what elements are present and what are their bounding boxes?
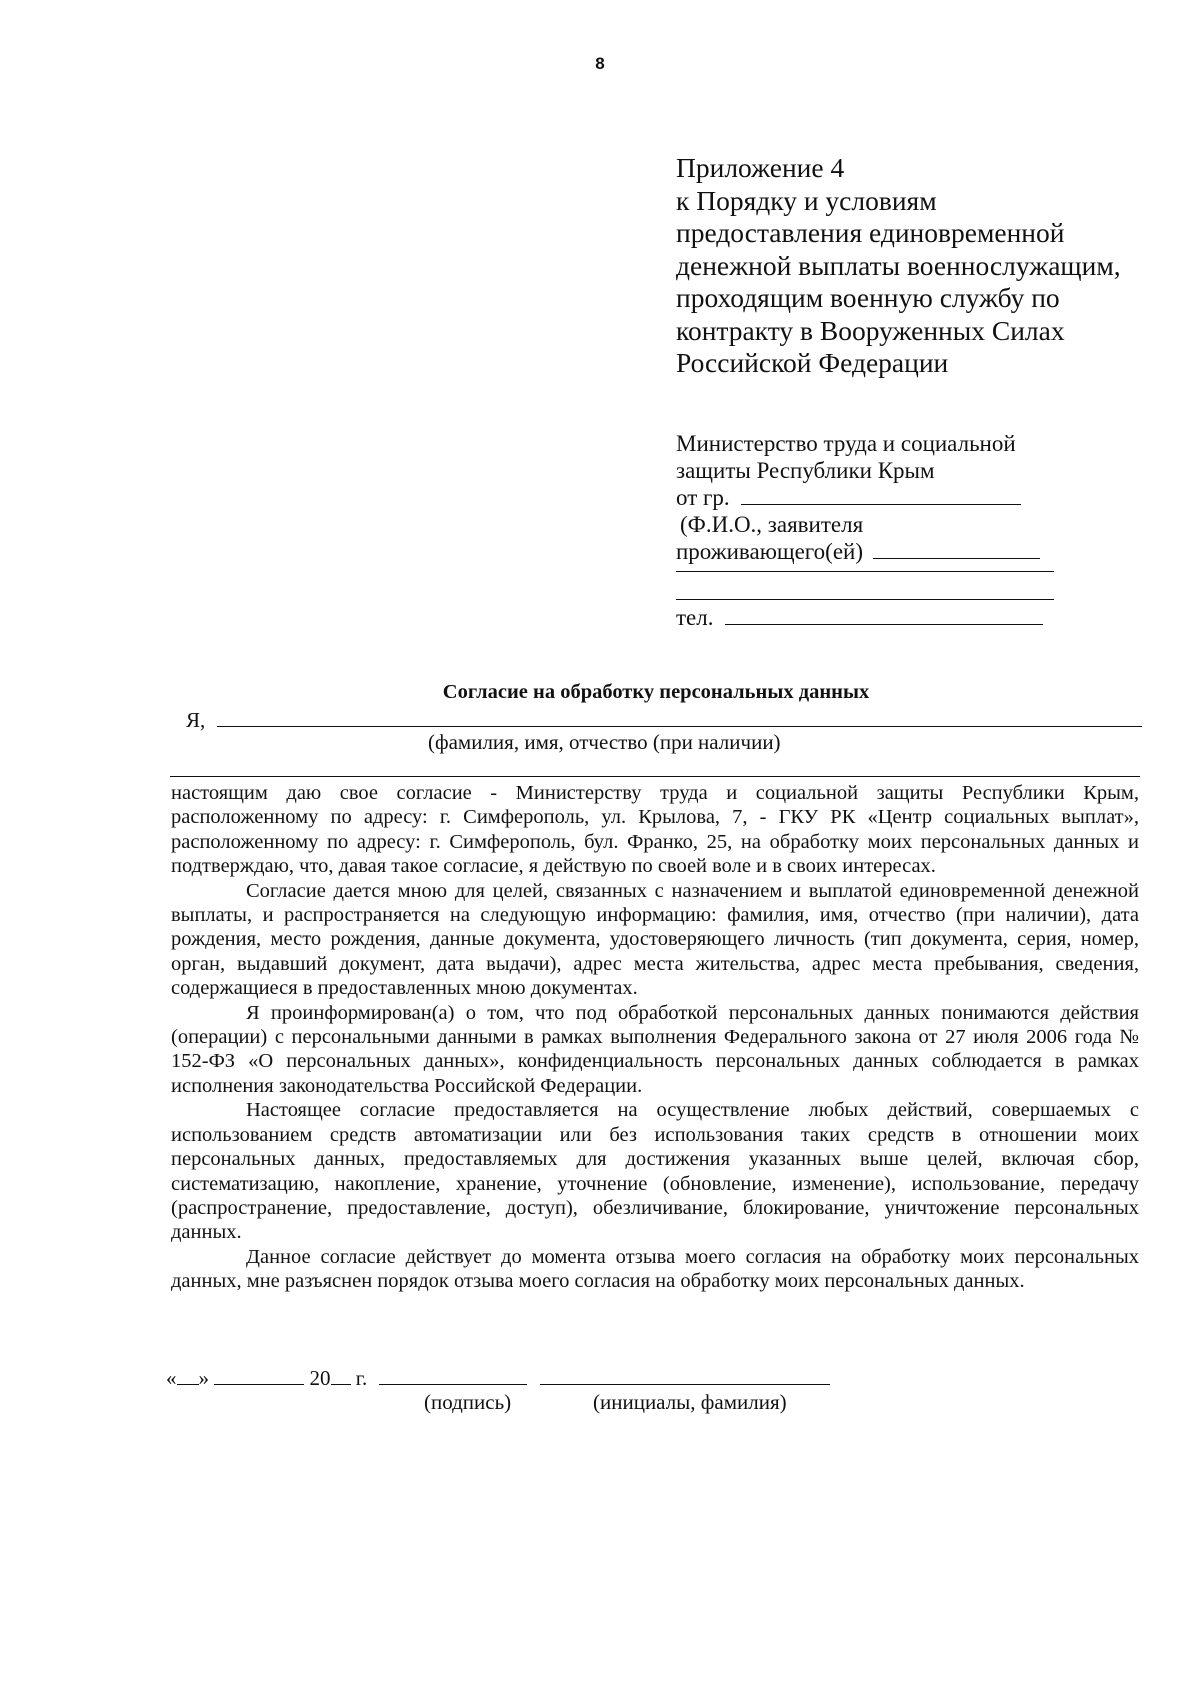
page-number: 8	[595, 54, 605, 73]
consent-paragraph: Данное согласие действует до момента отзыва моего согласия на обработку моих персональных данных, мне разъяснен порядок отзыва моего согласия на обработку моих персональных данных.	[171, 1245, 1139, 1293]
consent-paragraph: Согласие дается мною для целей, связанных с назначением и выплатой единовременной денежной выплаты, и распространяется на следующую информацию: фамилия, имя, отчество (при наличии), дата рождения, место рождения, данные документа, удостоверяющего личность (тип документа, серия, номер, орган, выдавший документ, дата выдачи), адрес места жительства, адрес места пребывания, сведения, содержащиеся в предоставленных мною документах.	[171, 879, 1139, 1000]
initials-field[interactable]	[540, 1364, 830, 1385]
year-field[interactable]	[331, 1364, 351, 1385]
appendix-line: денежной выплаты военнослужащим,	[676, 249, 1121, 281]
phone-row	[676, 604, 1116, 631]
from-label: от гр.	[676, 485, 730, 510]
applicant-name-field[interactable]	[217, 706, 1142, 727]
signature-field[interactable]	[379, 1364, 527, 1385]
consent-paragraph: Я проинформирован(а) о том, что под обработкой персональных данных понимаются действия (операции) с персональными данными в рамках выполнения Федерального закона от 27 июля 2006 года № 152-ФЗ «О персональных данных», конфиденциальность персональных данных соблюдается в рамках исполнения законодательства Российской Федерации.	[171, 1001, 1139, 1097]
appendix-line: контракту в Вооруженных Силах	[676, 314, 1065, 346]
applicant-name-line-2[interactable]	[170, 776, 1140, 777]
residing-row	[676, 538, 1116, 565]
from-row	[676, 484, 1116, 511]
signature-row	[166, 1364, 830, 1391]
signature-caption: (подпись)	[424, 1390, 512, 1414]
document-title: Согласие на обработку персональных данных	[442, 681, 870, 703]
year-suffix: г.	[355, 1366, 368, 1390]
quote-open: «	[166, 1366, 177, 1390]
addressee-ministry-line: Министерство труда и социальной	[676, 431, 1016, 456]
consent-body	[171, 781, 1139, 1294]
consent-paragraph: Настоящее согласие предоставляется на осуществление любых действий, совершаемых с использованием средств автоматизации или без использования таких средств в отношении моих персональных данных, предоставляемых для достижения указанных выше целей, включая сбор, систематизацию, накопление, хранение, уточнение (обновление, изменение), использование, передачу (распространение, предоставление, доступ), обезличивание, блокирование, уничтожение персональных данных.	[171, 1099, 1139, 1244]
fio-label: (Ф.И.О., заявителя	[680, 512, 864, 537]
day-field[interactable]	[177, 1364, 199, 1385]
month-field[interactable]	[214, 1364, 304, 1385]
phone-label: тел.	[676, 605, 714, 630]
ya-label: Я,	[186, 708, 206, 732]
residence-address-field[interactable]	[873, 538, 1040, 559]
appendix-line: Российской Федерации	[676, 347, 949, 378]
appendix-line: к Порядку и условиям	[676, 184, 937, 216]
quote-close: »	[198, 1366, 209, 1390]
appendix-line: Приложение 4	[676, 152, 845, 183]
appendix-header	[676, 152, 1176, 380]
initials-caption: (инициалы, фамилия)	[593, 1390, 787, 1414]
from-name-field[interactable]	[741, 484, 1021, 505]
name-caption: (фамилия, имя, отчество (при наличии)	[428, 730, 781, 754]
addressee-ministry-line: защиты Республики Крым	[676, 458, 935, 483]
year-prefix: 20	[309, 1366, 331, 1390]
consent-paragraph: настоящим даю свое согласие - Министерству труда и социальной защиты Республики Крым, расположенному по адресу: г. Симферополь, ул. Крылова, 7, - ГКУ РК «Центр социальных выплат», расположенному по адресу: г. Симферополь, бул. Франко, 25, на обработку моих персональных данных и подтверждаю, что, давая такое согласие, я действую по своей воле и в своих интересах.	[171, 782, 1139, 878]
appendix-line: предоставления единовременной	[676, 217, 1065, 248]
phone-field[interactable]	[725, 604, 1043, 625]
residence-address-line-3[interactable]	[676, 599, 1054, 600]
residing-label: проживающего(ей)	[676, 539, 863, 564]
appendix-line: проходящим военную службу по	[676, 282, 1060, 313]
applicant-name-row	[186, 706, 1142, 733]
residence-address-line-2[interactable]	[676, 571, 1054, 572]
addressee-block	[676, 430, 1116, 631]
